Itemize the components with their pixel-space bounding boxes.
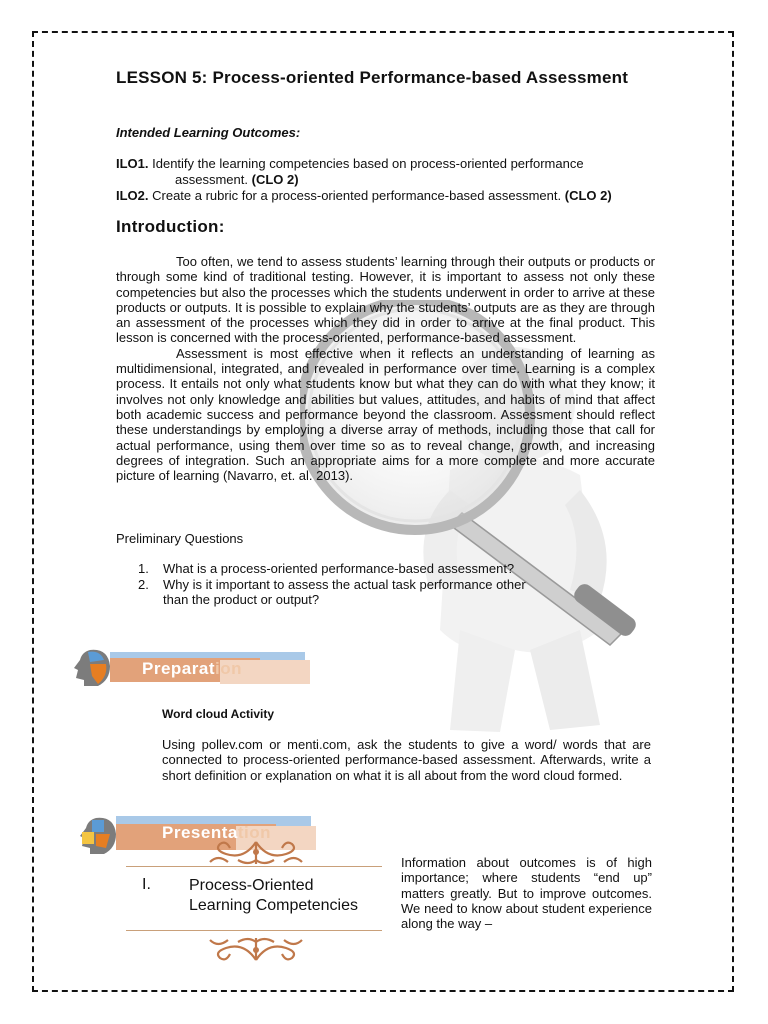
ilo-2-code: ILO2. [116, 188, 149, 203]
ilo-1-code: ILO1. [116, 156, 149, 171]
bottom-ornament-icon [204, 934, 308, 964]
outcomes-heading: Intended Learning Outcomes: [116, 125, 301, 140]
question-1 [138, 561, 558, 576]
question-2-num: 2. [138, 577, 149, 592]
word-cloud-heading: Word cloud Activity [162, 707, 275, 721]
puzzle-head-icon [76, 814, 120, 858]
ilo-2-clo: (CLO 2) [564, 188, 612, 203]
section-rule-top [126, 866, 382, 867]
introduction-heading: Introduction: [116, 217, 225, 236]
intro-paragraph-1: Too often, we tend to assess students’ learning through their outputs or products or through some kind of traditional testing. However, it is important to assess not only these competencies but also the processes which the students underwent in order to arrive at these products or outputs. It is possible to explain why the students’ outputs are as they are through an assessment of the processes which they did in order to arrive at the final product. This lesson is concerned with the process-oriented, performance-based assessment. [116, 254, 655, 346]
ilo-2-text: Create a rubric for a process-oriented performance-based assessment. [148, 188, 562, 203]
presentation-title-fade: tion [237, 823, 271, 842]
question-2 [138, 577, 558, 608]
lesson-title: LESSON 5: Process-oriented Performance-based Assessment [116, 68, 629, 87]
top-ornament-icon [204, 838, 308, 868]
word-cloud-text: Using pollev.com or menti.com, ask the students to give a word/ words that are connected to process-oriented performance-based assessment. Afterwards, write a short definition or explanation on what it is all about from the word cloud formed. [162, 737, 651, 783]
ilo-1-text: Identify the learning competencies based on process-oriented performance [148, 156, 584, 171]
question-2-text: Why is it important to assess the actual task performance other than the product or output? [163, 577, 526, 608]
preparation-title [142, 659, 242, 679]
presentation-info-text: Information about outcomes is of high importance; where students “end up” matters greatly. But to improve outcomes. We need to know about student experience along the way – [401, 855, 652, 932]
ilo-1-text-cont: assessment. [175, 172, 248, 187]
question-1-num: 1. [138, 561, 149, 576]
section-title: Process-Oriented Learning Competencies [189, 877, 358, 914]
section-rule-bottom [126, 930, 382, 931]
ilo-1-clo: (CLO 2) [251, 172, 299, 187]
question-1-text: What is a process-oriented performance-based assessment? [163, 561, 515, 576]
section-number: I. [142, 876, 151, 893]
intro-paragraph-2: Assessment is most effective when it reflects an understanding of learning as multidimensional, integrated, and revealed in performance over time. Learning is a complex process. It entails not only what students know but what they can do with what they know; it involves not only knowledge and abilities but values, attitudes, and habits of mind that affect both academic success and performance beyond the classroom. Assessment should reflect these understandings by employing a diverse array of methods, including those that call for actual performance, using them over time so as to reveal change, growth, and increasing degrees of integration. Such an appropriate aims for a more complete and more accurate picture of learning (Navarro, et. al. 2013). [116, 345, 655, 484]
preparation-title-fade: ion [214, 659, 242, 678]
introduction-body [116, 254, 655, 483]
presentation-title-main: Presenta [162, 823, 238, 842]
preparation-title-main: Preparat [142, 659, 215, 678]
preliminary-heading: Preliminary Questions [116, 531, 244, 546]
ilo-2 [116, 188, 676, 204]
ilo-1 [116, 156, 676, 188]
preparation-banner [70, 646, 290, 690]
head-profile-icon [70, 646, 114, 690]
